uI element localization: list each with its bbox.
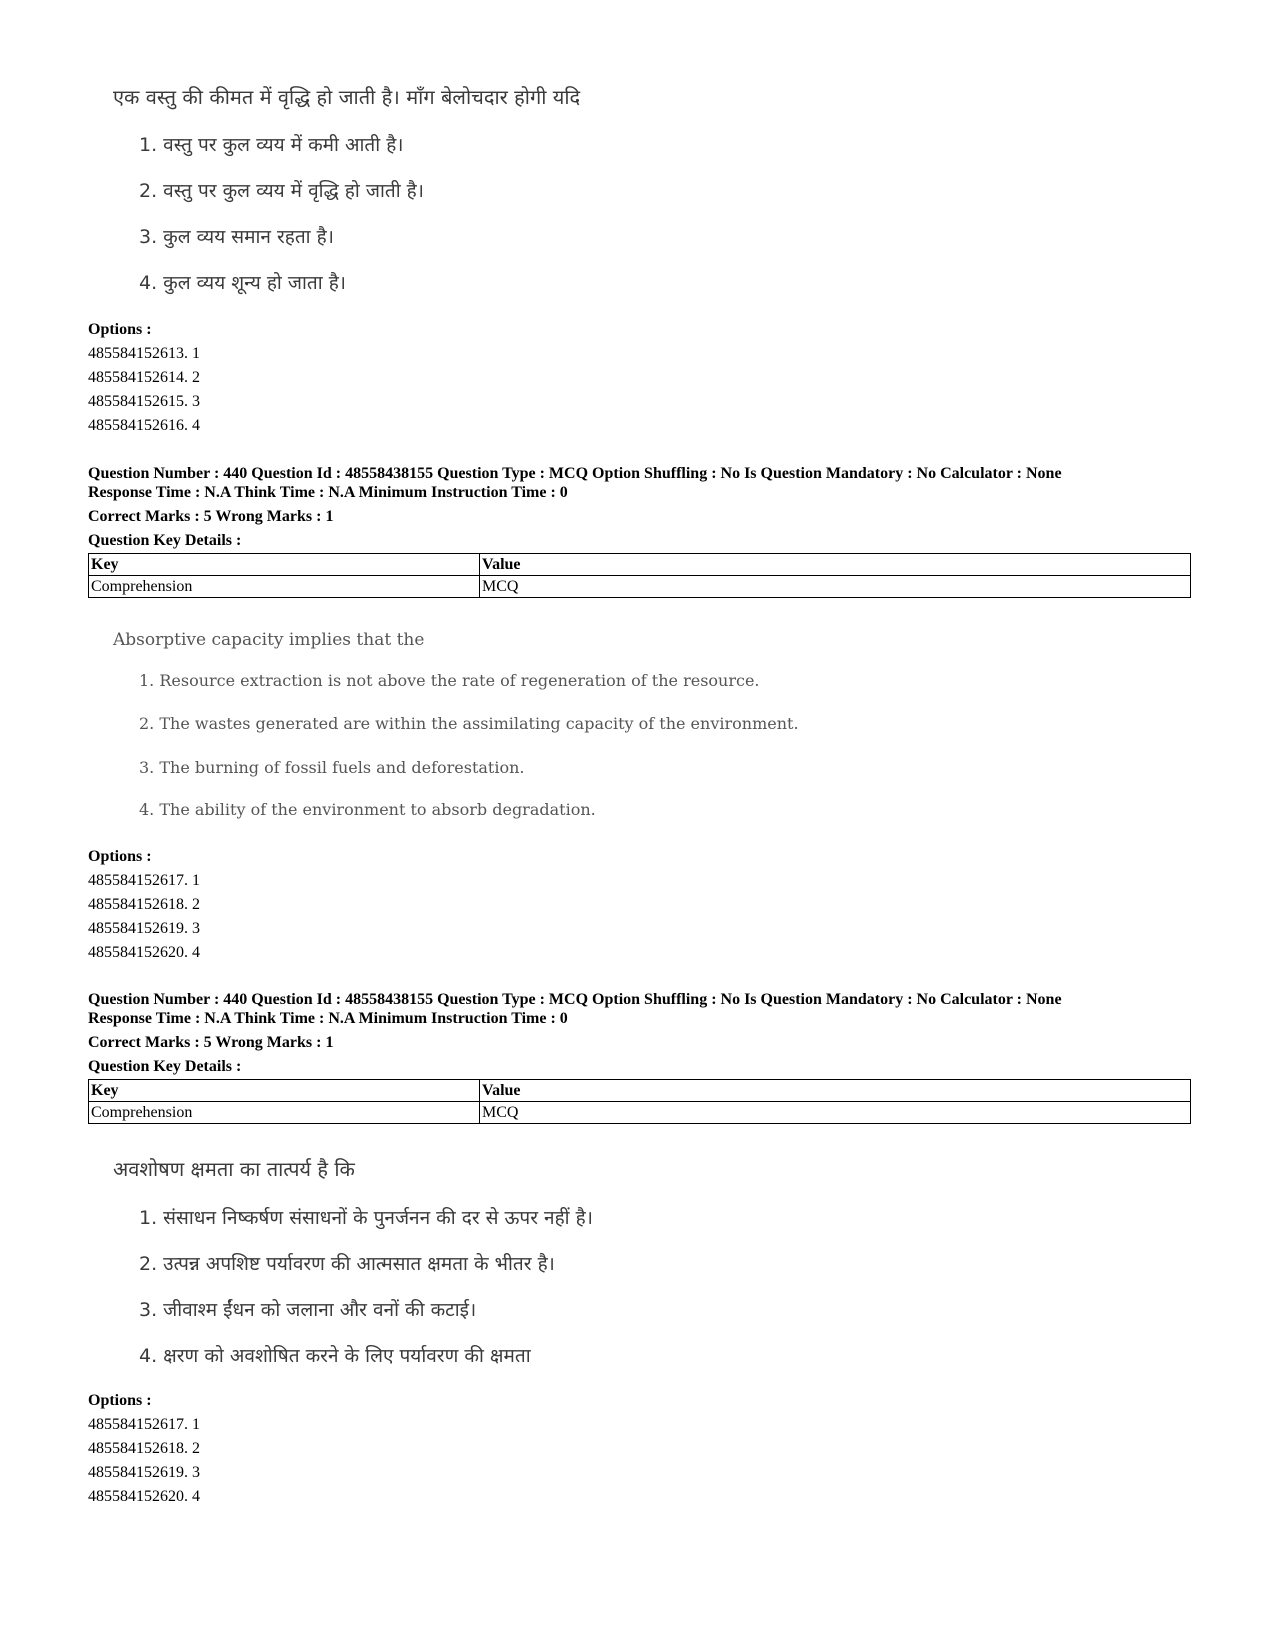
option-item: 485584152613. 1	[88, 345, 200, 362]
table-row	[89, 576, 1191, 598]
marks-line: Correct Marks : 5 Wrong Marks : 1	[88, 1034, 334, 1051]
key-details-label: Question Key Details :	[88, 1058, 242, 1075]
question-1-image	[113, 84, 713, 304]
question-2-image	[113, 627, 813, 827]
question-1-option-4: 4. कुल व्यय शून्य हो जाता है।	[139, 272, 346, 294]
question-3-stem: अवशोषण क्षमता का तात्पर्य है कि	[113, 1157, 355, 1181]
question-info-line-1: Question Number : 440 Question Id : 48558438155 Question Type : MCQ Option Shuffling : No Is Question Mandatory : No Calculator : None	[88, 991, 1062, 1008]
question-3-option-3: 3. जीवाश्म ईंधन को जलाना और वनों की कटाई।	[139, 1299, 477, 1321]
option-item: 485584152614. 2	[88, 369, 200, 386]
option-item: 485584152618. 2	[88, 896, 200, 913]
option-item: 485584152617. 1	[88, 1416, 200, 1433]
option-item: 485584152615. 3	[88, 393, 200, 410]
question-3-image	[113, 1156, 813, 1376]
question-3-option-2: 2. उत्पन्न अपशिष्ट पर्यावरण की आत्मसात क्षमता के भीतर है।	[139, 1253, 555, 1275]
option-item: 485584152619. 3	[88, 1464, 200, 1481]
option-item: 485584152616. 4	[88, 417, 200, 434]
question-1-option-1: 1. वस्तु पर कुल व्यय में कमी आती है।	[139, 134, 404, 156]
table-cell-value: MCQ	[480, 576, 1191, 598]
question-1-options	[88, 318, 200, 438]
table-header-row	[89, 554, 1191, 576]
question-2-options	[88, 845, 200, 965]
table-cell-key: Comprehension	[89, 1102, 480, 1124]
table-header-value: Value	[480, 1080, 1191, 1102]
question-1-option-3: 3. कुल व्यय समान रहता है।	[139, 226, 334, 248]
table-cell-value: MCQ	[480, 1102, 1191, 1124]
options-label: Options :	[88, 321, 152, 338]
question-info-line-1: Question Number : 440 Question Id : 48558438155 Question Type : MCQ Option Shuffling : No Is Question Mandatory : No Calculator : None	[88, 465, 1062, 482]
table-header-key: Key	[89, 554, 480, 576]
question-3-meta	[88, 990, 1191, 1124]
question-3-option-4: 4. क्षरण को अवशोषित करने के लिए पर्यावरण की क्षमता	[139, 1345, 531, 1367]
question-2-option-4: 4. The ability of the environment to absorb degradation.	[139, 800, 596, 819]
question-info-line-2: Response Time : N.A Think Time : N.A Minimum Instruction Time : 0	[88, 484, 568, 501]
question-3-options	[88, 1389, 200, 1509]
table-header-row	[89, 1080, 1191, 1102]
question-2-stem: Absorptive capacity implies that the	[113, 630, 425, 650]
question-1-option-2: 2. वस्तु पर कुल व्यय में वृद्धि हो जाती है।	[139, 180, 424, 202]
option-item: 485584152620. 4	[88, 1488, 200, 1505]
table-row	[89, 1102, 1191, 1124]
option-item: 485584152619. 3	[88, 920, 200, 937]
options-label: Options :	[88, 848, 152, 865]
table-cell-key: Comprehension	[89, 576, 480, 598]
question-2-option-3: 3. The burning of fossil fuels and deforestation.	[139, 758, 525, 777]
question-3-option-1: 1. संसाधन निष्कर्षण संसाधनों के पुनर्जनन की दर से ऊपर नहीं है।	[139, 1207, 593, 1229]
table-header-key: Key	[89, 1080, 480, 1102]
question-2-option-1: 1. Resource extraction is not above the rate of regeneration of the resource.	[139, 671, 760, 690]
options-label: Options :	[88, 1392, 152, 1409]
option-item: 485584152617. 1	[88, 872, 200, 889]
question-key-table	[88, 1079, 1191, 1124]
question-2-option-2: 2. The wastes generated are within the assimilating capacity of the environment.	[139, 714, 799, 733]
question-2-meta	[88, 464, 1191, 598]
key-details-label: Question Key Details :	[88, 532, 242, 549]
option-item: 485584152620. 4	[88, 944, 200, 961]
question-info-line-2: Response Time : N.A Think Time : N.A Minimum Instruction Time : 0	[88, 1010, 568, 1027]
marks-line: Correct Marks : 5 Wrong Marks : 1	[88, 508, 334, 525]
question-1-stem: एक वस्तु की कीमत में वृद्धि हो जाती है। माँग बेलोचदार होगी यदि	[113, 85, 581, 109]
table-header-value: Value	[480, 554, 1191, 576]
question-key-table	[88, 553, 1191, 598]
option-item: 485584152618. 2	[88, 1440, 200, 1457]
